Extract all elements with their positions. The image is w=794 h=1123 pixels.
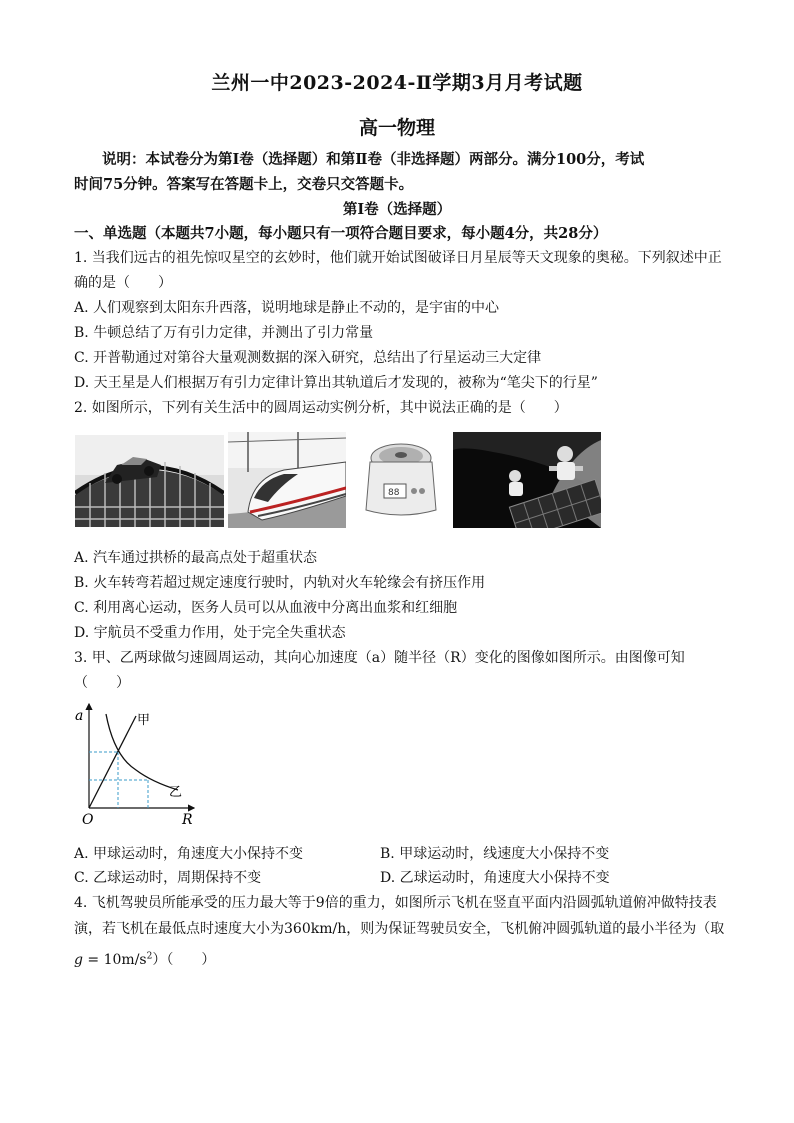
curve-jia-label: 甲 [137,713,151,728]
q3-graph [72,700,202,830]
q3-stem-line1: 3. 甲、乙两球做匀速圆周运动，其向心加速度（a）随半径（R）变化的图像如图所示。由图像可知 [74,650,685,666]
curve-yi-label: 乙 [169,785,183,800]
exam-subject: 高一物理 [358,117,435,139]
x-axis-label: R [182,812,193,828]
y-axis-label: a [75,708,84,724]
q1-option-d: D. 天王星是人们根据万有引力定律计算出其轨道后才发现的，被称为“笔尖下的行星” [74,375,598,391]
q4-stem-line2: 演，若飞机在最低点时速度大小为360km/h，则为保证驾驶员安全，飞机俯冲圆弧轨道的最小半径为（取 [74,921,725,937]
section-title: 第Ⅰ卷（选择题） [342,201,452,218]
q1-option-c: C. 开普勒通过对第谷大量观测数据的深入研究，总结出了行星运动三大定律 [74,350,542,366]
q2-stem: 2. 如图所示，下列有关生活中的圆周运动实例分析，其中说法正确的是（ ） [74,400,568,416]
q1-stem-line2: 确的是（ ） [74,275,172,291]
q1-option-a: A. 人们观察到太阳东升西落，说明地球是静止不动的，是宇宙的中心 [74,300,500,316]
svg-text:88: 88 [388,488,400,498]
bridge-car-photo [75,435,224,527]
q1-option-b: B. 牛顿总结了万有引力定律，并测出了引力常量 [74,325,374,341]
q2-option-b: B. 火车转弯若超过规定速度行驶时，内轨对火车轮缘会有挤压作用 [74,575,486,591]
train-photo [228,432,346,528]
instructions-line1: 说明：本试卷分为第Ⅰ卷（选择题）和第Ⅱ卷（非选择题）两部分。满分100分，考试 [102,151,645,168]
instructions-line2: 时间75分钟。答案写在答题卡上，交卷只交答题卡。 [74,176,414,193]
section-heading: 一、单选题（本题共7小题，每小题只有一项符合题目要求，每小题4分，共28分） [74,225,608,242]
q3-option-a: A. 甲球运动时，角速度大小保持不变 [74,846,304,862]
gravity-value: = 10m/s [82,952,147,968]
gravity-symbol: g [74,952,83,968]
q2-option-c: C. 利用离心运动，医务人员可以从血液中分离出血浆和红细胞 [74,600,458,616]
q2-option-a: A. 汽车通过拱桥的最高点处于超重状态 [74,550,318,566]
q4-stem-line1: 4. 飞机驾驶员所能承受的压力最大等于9倍的重力，如图所示飞机在竖直平面内沿圆弧轨道俯冲做特技表 [74,895,717,911]
q3-option-b: B. 甲球运动时，线速度大小保持不变 [380,846,610,862]
origin-label: O [82,812,94,828]
exam-title: 兰州一中2023-2024-Ⅱ学期3月月考试题 [211,72,583,94]
q4-stem-tail: ）（ ） [152,952,216,968]
astronaut-photo [453,432,601,528]
curve-jia [89,716,136,808]
q4-stem-line3 [74,949,215,969]
q1-stem-line1: 1. 当我们远古的祖先惊叹星空的玄妙时，他们就开始试图破译日月星辰等天文现象的奥秘。下列叙述中正 [74,250,722,266]
q2-option-d: D. 宇航员不受重力作用，处于完全失重状态 [74,625,346,641]
gravity-exponent: 2 [146,951,153,962]
q3-option-d: D. 乙球运动时，角速度大小保持不变 [380,870,610,886]
q3-option-c: C. 乙球运动时，周期保持不变 [74,870,262,886]
q3-stem-line2: （ ） [74,675,130,691]
centrifuge-photo [360,436,442,524]
